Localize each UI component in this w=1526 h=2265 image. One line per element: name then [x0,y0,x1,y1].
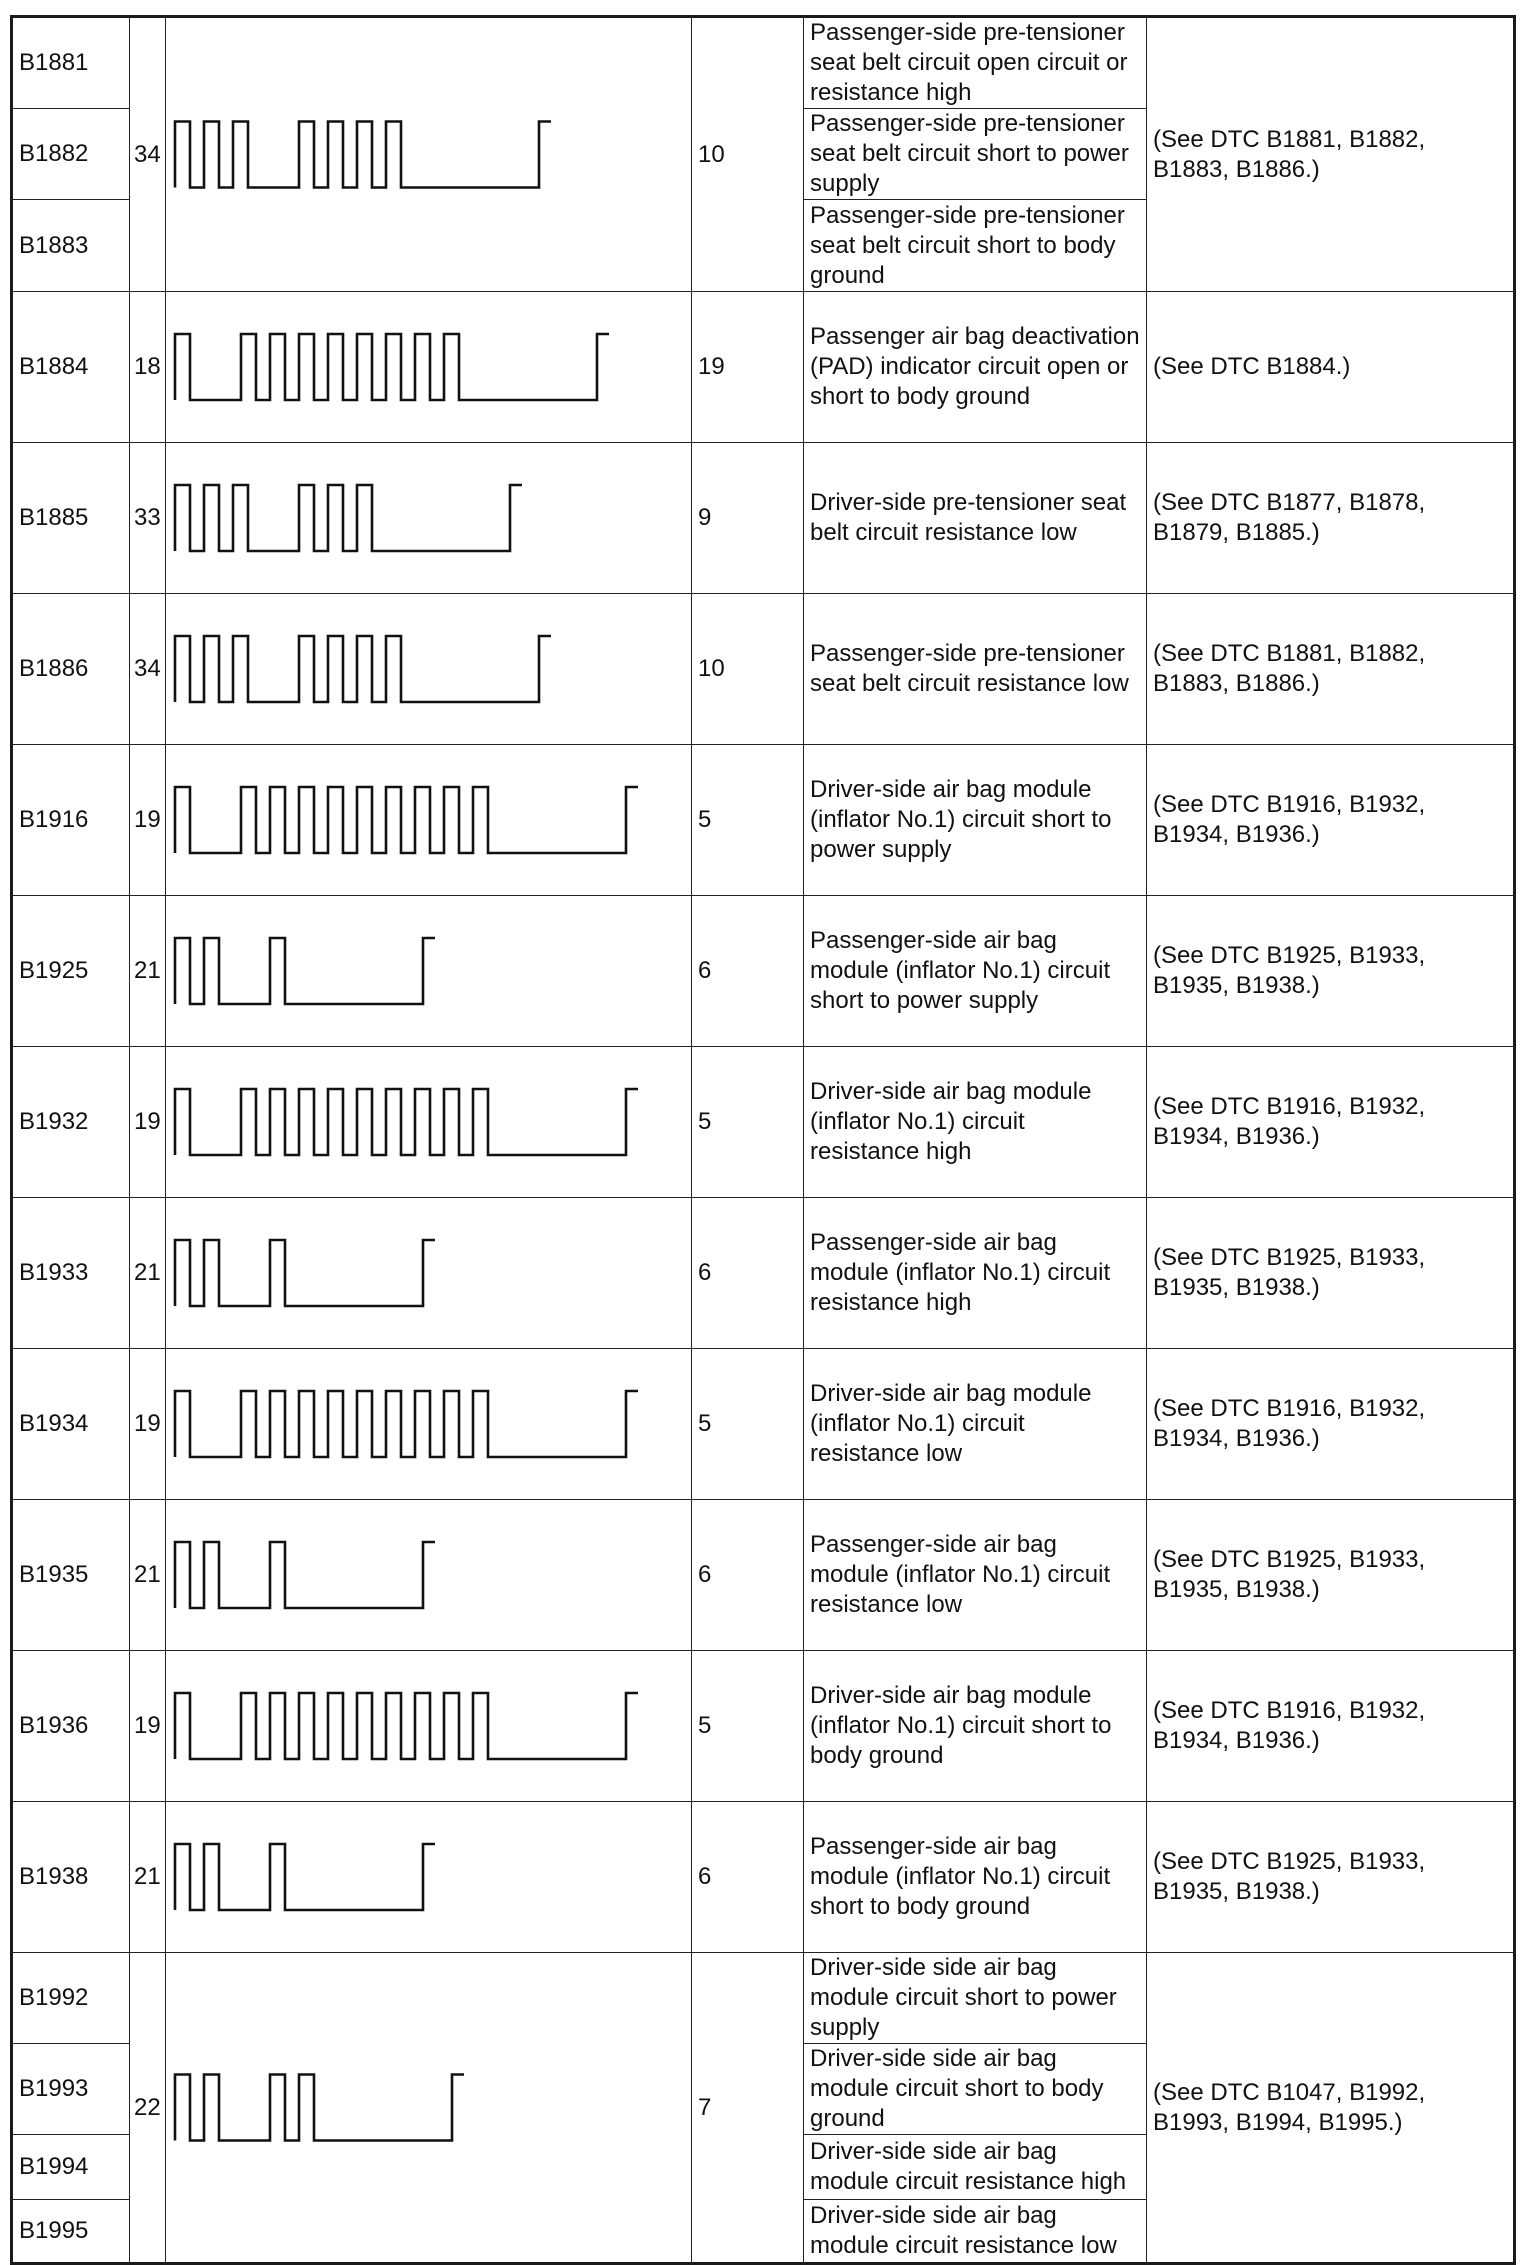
dtc-number: 19 [692,292,804,443]
dtc-description: Driver-side air bag module (inflator No.1) circuit resistance low [804,1349,1147,1500]
reference-link[interactable]: (See DTC B1925, B1933, B1935, B1938.) [1147,896,1515,1047]
dtc-description: Driver-side pre-tensioner seat belt circuit resistance low [804,443,1147,594]
reference-link[interactable]: (See DTC B1884.) [1147,292,1515,443]
flash-pattern-cell [166,17,692,292]
reference-link[interactable]: (See DTC B1916, B1932, B1934, B1936.) [1147,745,1515,896]
flash-count: 34 [130,594,166,745]
flash-pattern-cell [166,745,692,896]
dtc-description: Passenger air bag deactivation (PAD) indicator circuit open or short to body ground [804,292,1147,443]
dtc-description: Passenger-side air bag module (inflator No.1) circuit resistance low [804,1500,1147,1651]
dtc-description: Passenger-side air bag module (inflator No.1) circuit resistance high [804,1198,1147,1349]
table-row [12,1802,1515,1953]
flash-pattern-waveform [166,594,691,744]
table-row [12,1349,1515,1500]
flash-pattern-cell [166,443,692,594]
reference-link[interactable]: (See DTC B1925, B1933, B1935, B1938.) [1147,1500,1515,1651]
flash-count: 18 [130,292,166,443]
table-row [12,17,1515,109]
dtc-code: B1935 [12,1500,130,1651]
flash-pattern-waveform [166,1651,691,1801]
dtc-code: B1884 [12,292,130,443]
dtc-flash-table [10,15,1516,2265]
flash-pattern-cell [166,594,692,745]
flash-pattern-waveform [166,1349,691,1499]
flash-pattern-waveform [166,745,691,895]
dtc-code: B1993 [12,2044,130,2135]
reference-link[interactable]: (See DTC B1916, B1932, B1934, B1936.) [1147,1047,1515,1198]
dtc-number: 10 [692,594,804,745]
dtc-number: 7 [692,1953,804,2264]
flash-pattern-waveform [166,1802,691,1952]
dtc-description: Passenger-side air bag module (inflator No.1) circuit short to power supply [804,896,1147,1047]
dtc-number: 5 [692,1349,804,1500]
dtc-code: B1932 [12,1047,130,1198]
dtc-code: B1995 [12,2200,130,2264]
dtc-code: B1936 [12,1651,130,1802]
flash-pattern-cell [166,1198,692,1349]
dtc-code: B1916 [12,745,130,896]
table-row [12,745,1515,896]
flash-pattern-cell [166,292,692,443]
dtc-number: 6 [692,896,804,1047]
dtc-number: 6 [692,1500,804,1651]
table-row [12,1198,1515,1349]
table-row [12,1047,1515,1198]
flash-pattern-cell [166,896,692,1047]
flash-count: 21 [130,1198,166,1349]
dtc-number: 6 [692,1802,804,1953]
flash-count: 19 [130,1349,166,1500]
table-row [12,896,1515,1047]
flash-count: 21 [130,896,166,1047]
dtc-description: Passenger-side pre-tensioner seat belt circuit resistance low [804,594,1147,745]
flash-count: 34 [130,17,166,292]
dtc-number: 5 [692,1651,804,1802]
dtc-description: Driver-side air bag module (inflator No.1) circuit short to power supply [804,745,1147,896]
dtc-code: B1925 [12,896,130,1047]
flash-count: 19 [130,1651,166,1802]
flash-pattern-waveform [166,18,691,291]
dtc-description: Driver-side side air bag module circuit resistance high [804,2135,1147,2200]
flash-pattern-waveform [166,1500,691,1650]
flash-pattern-cell [166,1500,692,1651]
dtc-description: Driver-side side air bag module circuit short to power supply [804,1953,1147,2044]
flash-pattern-waveform [166,1953,691,2262]
dtc-code: B1885 [12,443,130,594]
dtc-number: 5 [692,1047,804,1198]
dtc-code: B1994 [12,2135,130,2200]
reference-link[interactable]: (See DTC B1877, B1878, B1879, B1885.) [1147,443,1515,594]
dtc-description: Driver-side side air bag module circuit resistance low [804,2200,1147,2264]
dtc-description: Driver-side side air bag module circuit short to body ground [804,2044,1147,2135]
reference-link[interactable]: (See DTC B1881, B1882, B1883, B1886.) [1147,594,1515,745]
dtc-description: Passenger-side air bag module (inflator No.1) circuit short to body ground [804,1802,1147,1953]
dtc-code: B1933 [12,1198,130,1349]
dtc-description: Driver-side air bag module (inflator No.1) circuit short to body ground [804,1651,1147,1802]
dtc-description: Passenger-side pre-tensioner seat belt circuit open circuit or resistance high [804,17,1147,109]
dtc-description: Passenger-side pre-tensioner seat belt circuit short to power supply [804,109,1147,200]
dtc-code: B1938 [12,1802,130,1953]
reference-link[interactable]: (See DTC B1925, B1933, B1935, B1938.) [1147,1198,1515,1349]
dtc-number: 9 [692,443,804,594]
table-row [12,594,1515,745]
flash-pattern-cell [166,1953,692,2264]
dtc-number: 6 [692,1198,804,1349]
reference-link[interactable]: (See DTC B1925, B1933, B1935, B1938.) [1147,1802,1515,1953]
flash-count: 22 [130,1953,166,2264]
flash-pattern-cell [166,1802,692,1953]
flash-count: 19 [130,745,166,896]
table-row [12,292,1515,443]
reference-link[interactable]: (See DTC B1047, B1992, B1993, B1994, B1995.) [1147,1953,1515,2264]
dtc-code: B1883 [12,200,130,292]
flash-count: 19 [130,1047,166,1198]
reference-link[interactable]: (See DTC B1916, B1932, B1934, B1936.) [1147,1349,1515,1500]
table-row [12,1500,1515,1651]
dtc-code: B1934 [12,1349,130,1500]
flash-pattern-waveform [166,1198,691,1348]
reference-link[interactable]: (See DTC B1881, B1882, B1883, B1886.) [1147,17,1515,292]
flash-count: 21 [130,1500,166,1651]
flash-pattern-cell [166,1349,692,1500]
dtc-description: Driver-side air bag module (inflator No.1) circuit resistance high [804,1047,1147,1198]
flash-pattern-waveform [166,292,691,442]
dtc-number: 5 [692,745,804,896]
table-row [12,1953,1515,2044]
flash-pattern-waveform [166,1047,691,1197]
dtc-description: Passenger-side pre-tensioner seat belt circuit short to body ground [804,200,1147,292]
dtc-code: B1886 [12,594,130,745]
flash-pattern-waveform [166,896,691,1046]
flash-pattern-cell [166,1047,692,1198]
flash-count: 21 [130,1802,166,1953]
dtc-code: B1992 [12,1953,130,2044]
dtc-code: B1881 [12,17,130,109]
flash-pattern-waveform [166,443,691,593]
dtc-code: B1882 [12,109,130,200]
flash-pattern-cell [166,1651,692,1802]
table-row [12,443,1515,594]
dtc-number: 10 [692,17,804,292]
flash-count: 33 [130,443,166,594]
reference-link[interactable]: (See DTC B1916, B1932, B1934, B1936.) [1147,1651,1515,1802]
table-row [12,1651,1515,1802]
